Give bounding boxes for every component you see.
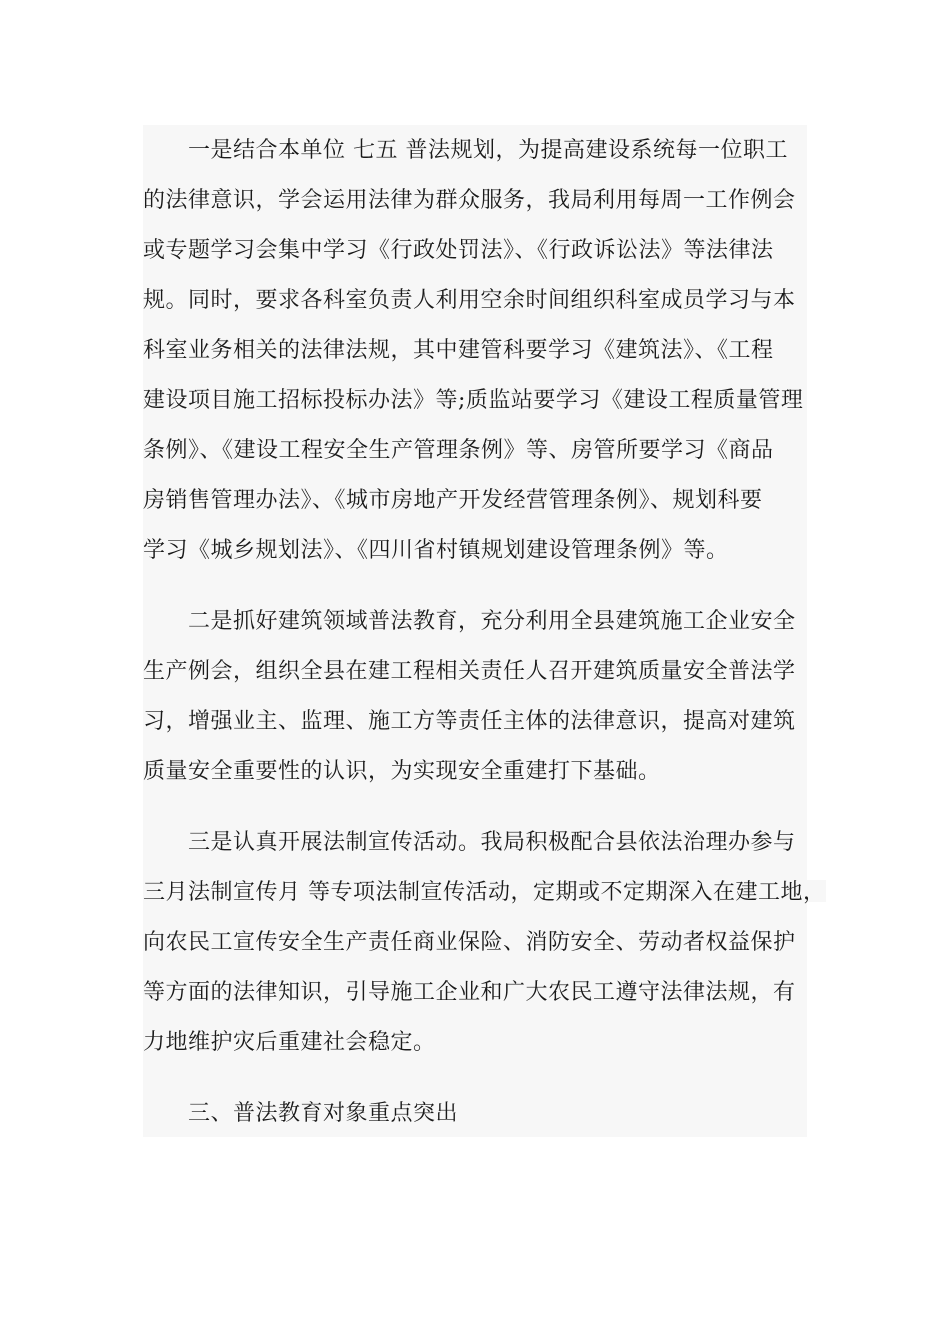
paragraph-1-line-5: 科室业务相关的法律法规，其中建管科要学习《建筑法》、《工程 [143, 338, 774, 363]
paragraph-3-line-1: 三是认真开展法制宣传活动。我局积极配合县依法治理办参与 [143, 830, 796, 855]
paragraph-1-line-8: 房销售管理办法》、《城市房地产开发经营管理条例》、规划科要 [143, 488, 763, 513]
paragraph-1-line-4: 规。同时，要求各科室负责人利用空余时间组织科室成员学习与本 [143, 288, 796, 313]
paragraph-3-line-3: 向农民工宣传安全生产责任商业保险、消防安全、劳动者权益保护 [143, 930, 796, 955]
paragraph-1-line-9: 学习《城乡规划法》、《四川省村镇规划建设管理条例》等。 [143, 538, 729, 563]
paragraph-1-line-2: 的法律意识，学会运用法律为群众服务，我局利用每周一工作例会 [143, 188, 796, 213]
paragraph-2-line-4: 质量安全重要性的认识，为实现安全重建打下基础。 [143, 759, 661, 784]
paragraph-2-line-3: 习，增强业主、监理、施工方等责任主体的法律意识，提高对建筑 [143, 709, 796, 734]
paragraph-1-line-7: 条例》、《建设工程安全生产管理条例》等、房管所要学习《商品 [143, 438, 774, 463]
paragraph-1-line-3: 或专题学习会集中学习《行政处罚法》、《行政诉讼法》等法律法 [143, 238, 774, 263]
paragraph-3-line-2: 三月法制宣传月 等专项法制宣传活动，定期或不定期深入在建工地， [143, 880, 826, 905]
paragraph-3-line-4: 等方面的法律知识，引导施工企业和广大农民工遵守法律法规，有 [143, 980, 796, 1005]
paragraph-1-line-1: 一是结合本单位 七五 普法规划，为提高建设系统每一位职工 [143, 138, 788, 163]
paragraph-3-line-5: 力地维护灾后重建社会稳定。 [143, 1030, 436, 1055]
paragraph-1-line-6: 建设项目施工招标投标办法》等;质监站要学习《建设工程质量管理 [143, 388, 804, 413]
paragraph-2-line-1: 二是抓好建筑领域普法教育，充分利用全县建筑施工企业安全 [143, 609, 796, 634]
paragraph-2-line-2: 生产例会，组织全县在建工程相关责任人召开建筑质量安全普法学 [143, 659, 796, 684]
section-heading: 三、普法教育对象重点突出 [143, 1101, 459, 1126]
